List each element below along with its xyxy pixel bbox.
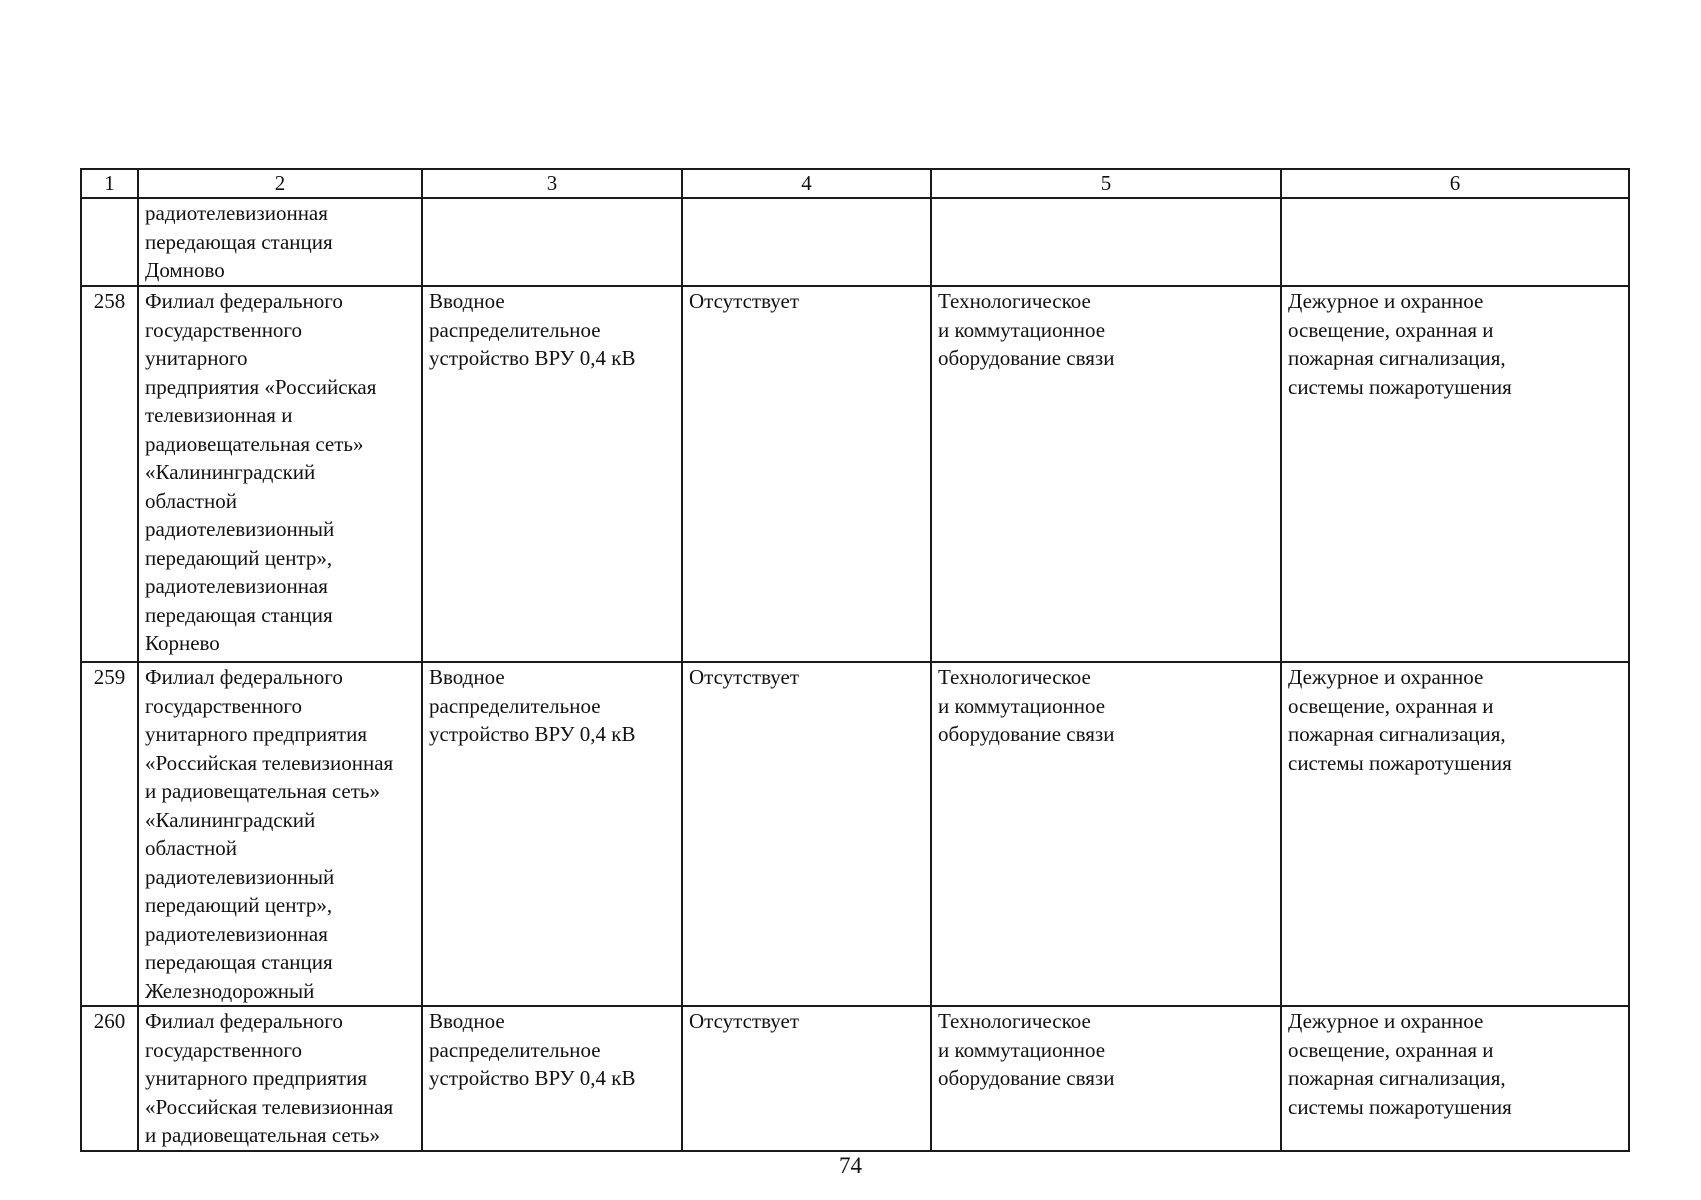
page-number: 74 [839,1153,862,1178]
row-number-cell: 259 [81,662,138,1006]
row-number-cell: 260 [81,1006,138,1151]
table-row-258 [81,286,1629,662]
column-4-cell: Отсутствует [682,662,931,1006]
column-header-3: 3 [422,169,682,198]
column-header-2: 2 [138,169,422,198]
column-header-6: 6 [1281,169,1629,198]
column-5-cell [931,198,1281,286]
data-table [80,168,1630,1152]
column-4-cell: Отсутствует [682,286,931,662]
column-5-cell: Технологическое и коммутационное оборудование связи [931,1006,1281,1151]
object-name-cell: Филиал федерального государственного унитарного предприятия «Российская телевизионная и радиовещательная сеть» «Калининградский областной радиотелевизионный передающий центр», радиотелевизионная передающая станция Корнево [138,286,422,662]
object-name-cell: Филиал федерального государственного унитарного предприятия «Российская телевизионная и радиовещательная сеть» [138,1006,422,1151]
column-3-cell [422,198,682,286]
object-name-cell: Филиал федерального государственного унитарного предприятия «Российская телевизионная и радиовещательная сеть» «Калининградский областной радиотелевизионный передающий центр», радиотелевизионная передающая станция Железнодорожный [138,662,422,1006]
table-header-row [81,169,1629,198]
column-4-cell [682,198,931,286]
row-number-cell [81,198,138,286]
table-row-259 [81,662,1629,1006]
column-4-cell: Отсутствует [682,1006,931,1151]
table-row-260 [81,1006,1629,1151]
column-header-5: 5 [931,169,1281,198]
column-3-cell: Вводное распределительное устройство ВРУ 0,4 кВ [422,662,682,1006]
object-name-cell: радиотелевизионная передающая станция Домново [138,198,422,286]
column-header-4: 4 [682,169,931,198]
column-5-cell: Технологическое и коммутационное оборудование связи [931,286,1281,662]
column-header-1: 1 [81,169,138,198]
column-5-cell: Технологическое и коммутационное оборудование связи [931,662,1281,1006]
column-6-cell: Дежурное и охранное освещение, охранная и пожарная сигнализация, системы пожаротушения [1281,286,1629,662]
row-number-cell: 258 [81,286,138,662]
column-6-cell [1281,198,1629,286]
column-3-cell: Вводное распределительное устройство ВРУ 0,4 кВ [422,1006,682,1151]
column-6-cell: Дежурное и охранное освещение, охранная и пожарная сигнализация, системы пожаротушения [1281,1006,1629,1151]
table-row-continuation [81,198,1629,286]
column-3-cell: Вводное распределительное устройство ВРУ 0,4 кВ [422,286,682,662]
column-6-cell: Дежурное и охранное освещение, охранная и пожарная сигнализация, системы пожаротушения [1281,662,1629,1006]
document-page [80,168,1630,1152]
